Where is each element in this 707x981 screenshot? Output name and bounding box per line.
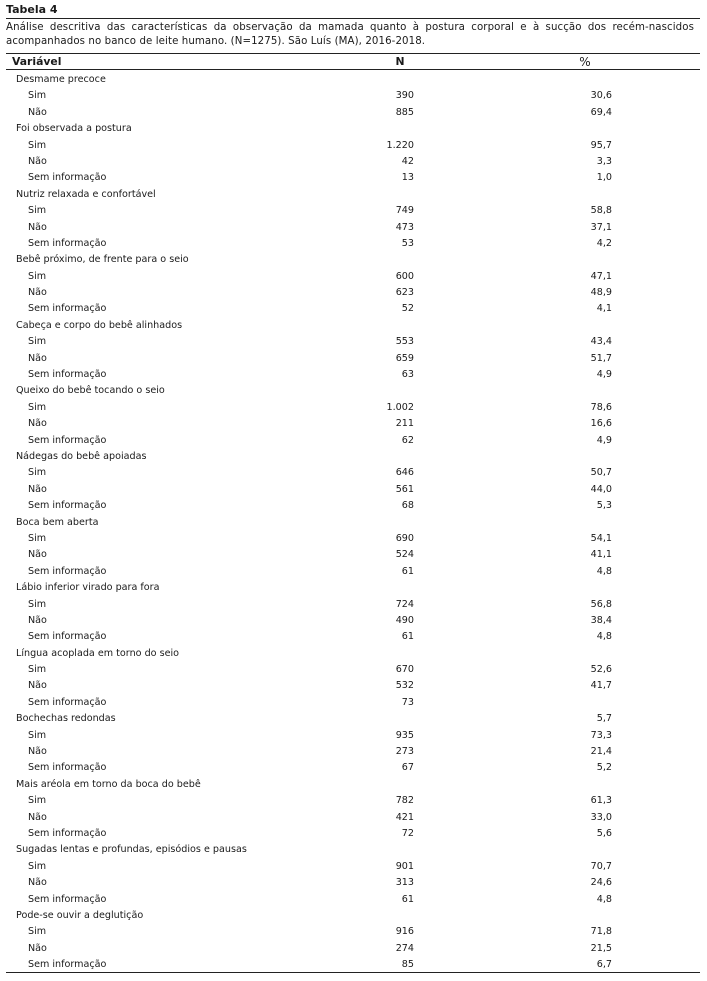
row-n-value: 273 bbox=[395, 746, 414, 758]
row-label: Não bbox=[28, 287, 47, 299]
row-n-value: 532 bbox=[395, 680, 414, 692]
row-percent-value: 6,7 bbox=[596, 959, 612, 971]
row-label: Desmame precoce bbox=[16, 74, 106, 85]
row-n-value: 724 bbox=[395, 598, 414, 610]
row-n-value: 62 bbox=[401, 434, 414, 446]
table-row bbox=[0, 760, 707, 776]
table-row bbox=[0, 301, 707, 317]
table-row bbox=[0, 220, 707, 236]
row-n-value: 390 bbox=[395, 90, 414, 102]
row-label: Sem informação bbox=[28, 172, 107, 184]
row-label: Sim bbox=[28, 795, 47, 807]
table-row bbox=[0, 629, 707, 645]
row-label: Mais aréola em torno da boca do bebê bbox=[16, 778, 201, 790]
table-row bbox=[0, 416, 707, 432]
table-group-row bbox=[0, 383, 707, 399]
row-label: Sem informação bbox=[28, 369, 107, 381]
row-percent-value: 51,7 bbox=[590, 352, 612, 364]
row-label: Não bbox=[28, 155, 47, 167]
row-label: Sem informação bbox=[28, 500, 107, 512]
row-n-value: 749 bbox=[395, 205, 414, 217]
table-row bbox=[0, 334, 707, 350]
table-row bbox=[0, 154, 707, 170]
row-percent-value: 37,1 bbox=[590, 221, 612, 233]
top-rule bbox=[6, 18, 700, 19]
table-row bbox=[0, 695, 707, 711]
row-percent-value: 1,0 bbox=[596, 172, 612, 184]
row-label: Sim bbox=[28, 90, 47, 102]
table-row bbox=[0, 285, 707, 301]
table-caption: Análise descritiva das características da observação da mamada quanto à postura corporal e à sucção dos recém-nascidos acompanhados no banco de leite humano. (N=1275). São Luís (MA), 2016-2018. bbox=[6, 22, 694, 47]
row-n-value: 690 bbox=[395, 532, 414, 544]
table-row bbox=[0, 924, 707, 940]
row-percent-value: 30,6 bbox=[590, 90, 612, 102]
row-label: Cabeça e corpo do bebê alinhados bbox=[16, 319, 183, 331]
row-n-value: 63 bbox=[401, 369, 414, 381]
table-group-row bbox=[0, 842, 707, 858]
table-row bbox=[0, 531, 707, 547]
row-n-value: 61 bbox=[401, 565, 414, 577]
row-n-value: 13 bbox=[401, 172, 414, 184]
row-label: Sim bbox=[28, 336, 47, 348]
row-n-value: 935 bbox=[395, 729, 414, 741]
row-percent-value: 4,9 bbox=[596, 434, 612, 446]
row-percent-value: 41,1 bbox=[590, 549, 612, 561]
table-row bbox=[0, 597, 707, 613]
row-label: Não bbox=[28, 352, 47, 364]
row-n-value: 473 bbox=[395, 221, 414, 233]
row-n-value: 61 bbox=[401, 893, 414, 905]
table-row bbox=[0, 793, 707, 809]
table-row bbox=[0, 400, 707, 416]
row-label: Não bbox=[28, 614, 47, 626]
row-percent-value: 3,3 bbox=[596, 155, 612, 167]
row-percent-value: 54,1 bbox=[590, 532, 612, 544]
table-row bbox=[0, 613, 707, 629]
row-label: Não bbox=[28, 106, 47, 118]
table-group-row bbox=[0, 580, 707, 596]
table-row bbox=[0, 367, 707, 383]
row-percent-value: 56,8 bbox=[590, 598, 612, 610]
table-row bbox=[0, 859, 707, 875]
row-percent-value: 61,3 bbox=[590, 795, 612, 807]
table-row bbox=[0, 547, 707, 563]
row-label: Lábio inferior virado para fora bbox=[16, 582, 160, 594]
row-percent-value: 21,4 bbox=[590, 746, 612, 758]
row-n-value: 670 bbox=[395, 664, 414, 676]
table-row bbox=[0, 269, 707, 285]
row-label: Pode-se ouvir a deglutição bbox=[16, 909, 144, 921]
row-label: Sim bbox=[28, 467, 47, 479]
row-n-value: 646 bbox=[395, 467, 414, 479]
table-group-row bbox=[0, 449, 707, 465]
row-n-value: 916 bbox=[395, 926, 414, 938]
row-n-value: 901 bbox=[395, 860, 414, 872]
table-row bbox=[0, 728, 707, 744]
row-percent-value: 24,6 bbox=[590, 877, 612, 889]
table-row bbox=[0, 138, 707, 154]
row-percent-value: 5,3 bbox=[596, 500, 612, 512]
row-label: Língua acoplada em torno do seio bbox=[16, 647, 180, 659]
row-label: Sim bbox=[28, 598, 47, 610]
row-percent-value: 48,9 bbox=[590, 287, 612, 299]
row-label: Não bbox=[28, 877, 47, 889]
table-row bbox=[0, 662, 707, 678]
table-title: Tabela 4 bbox=[6, 3, 58, 16]
row-label: Sim bbox=[28, 139, 47, 151]
row-n-value: 524 bbox=[395, 549, 414, 561]
row-n-value: 421 bbox=[395, 811, 414, 823]
row-label: Sim bbox=[28, 401, 47, 413]
row-n-value: 67 bbox=[401, 762, 414, 774]
row-percent-value: 4,8 bbox=[596, 565, 612, 577]
table-group-row bbox=[0, 318, 707, 334]
table-row bbox=[0, 826, 707, 842]
row-label: Não bbox=[28, 221, 47, 233]
row-label: Não bbox=[28, 942, 47, 954]
row-percent-value: 4,8 bbox=[596, 893, 612, 905]
row-label: Sim bbox=[28, 729, 47, 741]
table-group-row bbox=[0, 187, 707, 203]
row-percent-value: 4,1 bbox=[596, 303, 612, 315]
table-row bbox=[0, 564, 707, 580]
row-percent-value: 5,7 bbox=[596, 713, 612, 725]
row-n-value: 72 bbox=[401, 827, 414, 839]
row-percent-value: 21,5 bbox=[590, 942, 612, 954]
table-row bbox=[0, 941, 707, 957]
row-label: Sem informação bbox=[28, 303, 107, 315]
table-row bbox=[0, 170, 707, 186]
row-percent-value: 47,1 bbox=[590, 270, 612, 282]
row-percent-value: 43,4 bbox=[590, 336, 612, 348]
column-header-variable: Variável bbox=[12, 55, 62, 68]
row-percent-value: 73,3 bbox=[590, 729, 612, 741]
row-label: Sim bbox=[28, 270, 47, 282]
header-bottom-rule bbox=[6, 69, 700, 70]
table-row bbox=[0, 203, 707, 219]
row-label: Sim bbox=[28, 664, 47, 676]
row-percent-value: 58,8 bbox=[590, 205, 612, 217]
row-percent-value: 52,6 bbox=[590, 664, 612, 676]
row-n-value: 211 bbox=[395, 418, 414, 430]
row-n-value: 1.002 bbox=[386, 401, 414, 413]
row-label: Queixo do bebê tocando o seio bbox=[16, 385, 165, 397]
row-label: Boca bem aberta bbox=[16, 516, 99, 528]
table-group-row bbox=[0, 711, 707, 727]
row-n-value: 73 bbox=[401, 696, 414, 708]
table-row bbox=[0, 88, 707, 104]
table-group-row bbox=[0, 777, 707, 793]
column-header-n: N bbox=[395, 55, 405, 68]
row-n-value: 782 bbox=[395, 795, 414, 807]
table-row bbox=[0, 744, 707, 760]
table-row bbox=[0, 482, 707, 498]
row-percent-value: 16,6 bbox=[590, 418, 612, 430]
row-percent-value: 44,0 bbox=[590, 483, 612, 495]
row-label: Sem informação bbox=[28, 827, 107, 839]
table-row bbox=[0, 236, 707, 252]
row-n-value: 61 bbox=[401, 631, 414, 643]
row-label: Sem informação bbox=[28, 696, 107, 708]
row-percent-value: 33,0 bbox=[590, 811, 612, 823]
row-label: Foi observada a postura bbox=[16, 123, 132, 135]
table-group-row bbox=[0, 121, 707, 137]
row-label: Sem informação bbox=[28, 565, 107, 577]
table-group-row bbox=[0, 908, 707, 924]
row-n-value: 313 bbox=[395, 877, 414, 889]
table-body bbox=[0, 72, 707, 973]
row-percent-value: 95,7 bbox=[590, 139, 612, 151]
row-percent-value: 38,4 bbox=[590, 614, 612, 626]
row-label: Sem informação bbox=[28, 762, 107, 774]
row-label: Não bbox=[28, 549, 47, 561]
table-group-row bbox=[0, 72, 707, 88]
row-label: Não bbox=[28, 746, 47, 758]
table-row bbox=[0, 678, 707, 694]
row-n-value: 53 bbox=[401, 237, 414, 249]
row-label: Sem informação bbox=[28, 631, 107, 643]
row-percent-value: 4,8 bbox=[596, 631, 612, 643]
row-label: Sem informação bbox=[28, 959, 107, 971]
row-n-value: 600 bbox=[395, 270, 414, 282]
table-row bbox=[0, 498, 707, 514]
table-group-row bbox=[0, 515, 707, 531]
table-group-row bbox=[0, 646, 707, 662]
column-header-percent: % bbox=[579, 55, 591, 69]
row-label: Sugadas lentas e profundas, episódios e pausas bbox=[16, 844, 247, 856]
row-label: Não bbox=[28, 680, 47, 692]
row-label: Sim bbox=[28, 532, 47, 544]
row-percent-value: 4,2 bbox=[596, 237, 612, 249]
row-label: Nutriz relaxada e confortável bbox=[16, 188, 156, 200]
row-n-value: 623 bbox=[395, 287, 414, 299]
table-row bbox=[0, 105, 707, 121]
row-percent-value: 5,6 bbox=[596, 827, 612, 839]
row-n-value: 885 bbox=[395, 106, 414, 118]
row-percent-value: 69,4 bbox=[590, 106, 612, 118]
row-label: Sem informação bbox=[28, 893, 107, 905]
row-label: Bebê próximo, de frente para o seio bbox=[16, 254, 189, 266]
row-n-value: 68 bbox=[401, 500, 414, 512]
bottom-rule bbox=[6, 972, 700, 973]
table-row bbox=[0, 433, 707, 449]
table-row bbox=[0, 892, 707, 908]
row-label: Nádegas do bebê apoiadas bbox=[16, 450, 147, 462]
row-label: Não bbox=[28, 483, 47, 495]
row-n-value: 274 bbox=[395, 942, 414, 954]
row-label: Sem informação bbox=[28, 434, 107, 446]
table-group-row bbox=[0, 252, 707, 268]
row-percent-value: 4,9 bbox=[596, 369, 612, 381]
row-label: Bochechas redondas bbox=[16, 713, 116, 725]
row-n-value: 85 bbox=[401, 959, 414, 971]
row-n-value: 561 bbox=[395, 483, 414, 495]
row-label: Sim bbox=[28, 926, 47, 938]
row-n-value: 659 bbox=[395, 352, 414, 364]
table-row bbox=[0, 875, 707, 891]
row-label: Não bbox=[28, 811, 47, 823]
row-percent-value: 5,2 bbox=[596, 762, 612, 774]
table-row bbox=[0, 810, 707, 826]
row-percent-value: 41,7 bbox=[590, 680, 612, 692]
row-percent-value: 78,6 bbox=[590, 401, 612, 413]
table-row bbox=[0, 351, 707, 367]
row-n-value: 553 bbox=[395, 336, 414, 348]
row-label: Não bbox=[28, 418, 47, 430]
row-percent-value: 50,7 bbox=[590, 467, 612, 479]
row-percent-value: 71,8 bbox=[590, 926, 612, 938]
row-percent-value: 70,7 bbox=[590, 860, 612, 872]
table-row bbox=[0, 465, 707, 481]
row-label: Sim bbox=[28, 205, 47, 217]
row-n-value: 1.220 bbox=[386, 139, 414, 151]
row-n-value: 52 bbox=[401, 303, 414, 315]
row-label: Sim bbox=[28, 860, 47, 872]
row-n-value: 490 bbox=[395, 614, 414, 626]
row-label: Sem informação bbox=[28, 237, 107, 249]
header-top-rule bbox=[6, 53, 700, 54]
row-n-value: 42 bbox=[401, 155, 414, 167]
